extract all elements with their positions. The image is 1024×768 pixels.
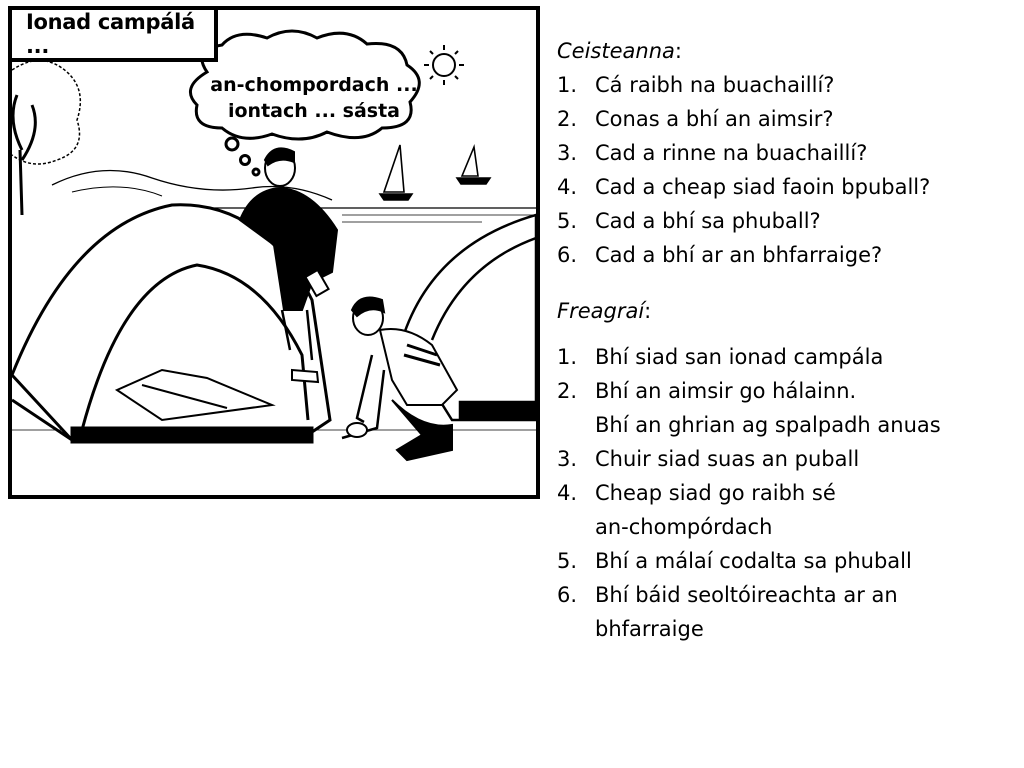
- thought-line: an-chompordach ...: [210, 74, 418, 96]
- question-item: 6. Cad a bhí ar an bhfarraige?: [557, 243, 883, 267]
- sun-icon: [424, 45, 464, 85]
- question-item: 4. Cad a cheap siad faoin bpuball?: [557, 175, 931, 199]
- answers-heading: Freagraí:: [557, 299, 652, 323]
- scene-caption: Ionad campálá ...: [12, 10, 218, 62]
- answer-item: 2. Bhí an aimsir go hálainn. Bhí an ghrian ag spalpadh anuas: [557, 379, 941, 437]
- answer-item: 5. Bhí a málaí codalta sa phuball: [557, 549, 912, 573]
- questions-list: [557, 68, 1017, 272]
- sailboat-icon: [380, 145, 490, 200]
- questions-heading: Ceisteanna:: [557, 39, 682, 63]
- question-item: 3. Cad a rinne na buachaillí?: [557, 141, 868, 165]
- question-item: 1. Cá raibh na buachaillí?: [557, 73, 835, 97]
- thought-line: iontach ... sásta: [227, 100, 400, 122]
- answer-item: 3. Chuir siad suas an puball: [557, 447, 860, 471]
- answer-item: 4. Cheap siad go raibh sé an-chompórdach: [557, 481, 836, 539]
- answers-list: [557, 340, 1017, 646]
- text-panel: [557, 34, 1017, 646]
- comic-panel: [8, 6, 540, 499]
- thought-text: [204, 72, 424, 124]
- answer-item: 1. Bhí siad san ionad campála: [557, 345, 884, 369]
- answer-item: 6. Bhí báid seoltóireachta ar an bhfarraige: [557, 583, 898, 641]
- question-item: 2. Conas a bhí an aimsir?: [557, 107, 834, 131]
- question-item: 5. Cad a bhí sa phuball?: [557, 209, 821, 233]
